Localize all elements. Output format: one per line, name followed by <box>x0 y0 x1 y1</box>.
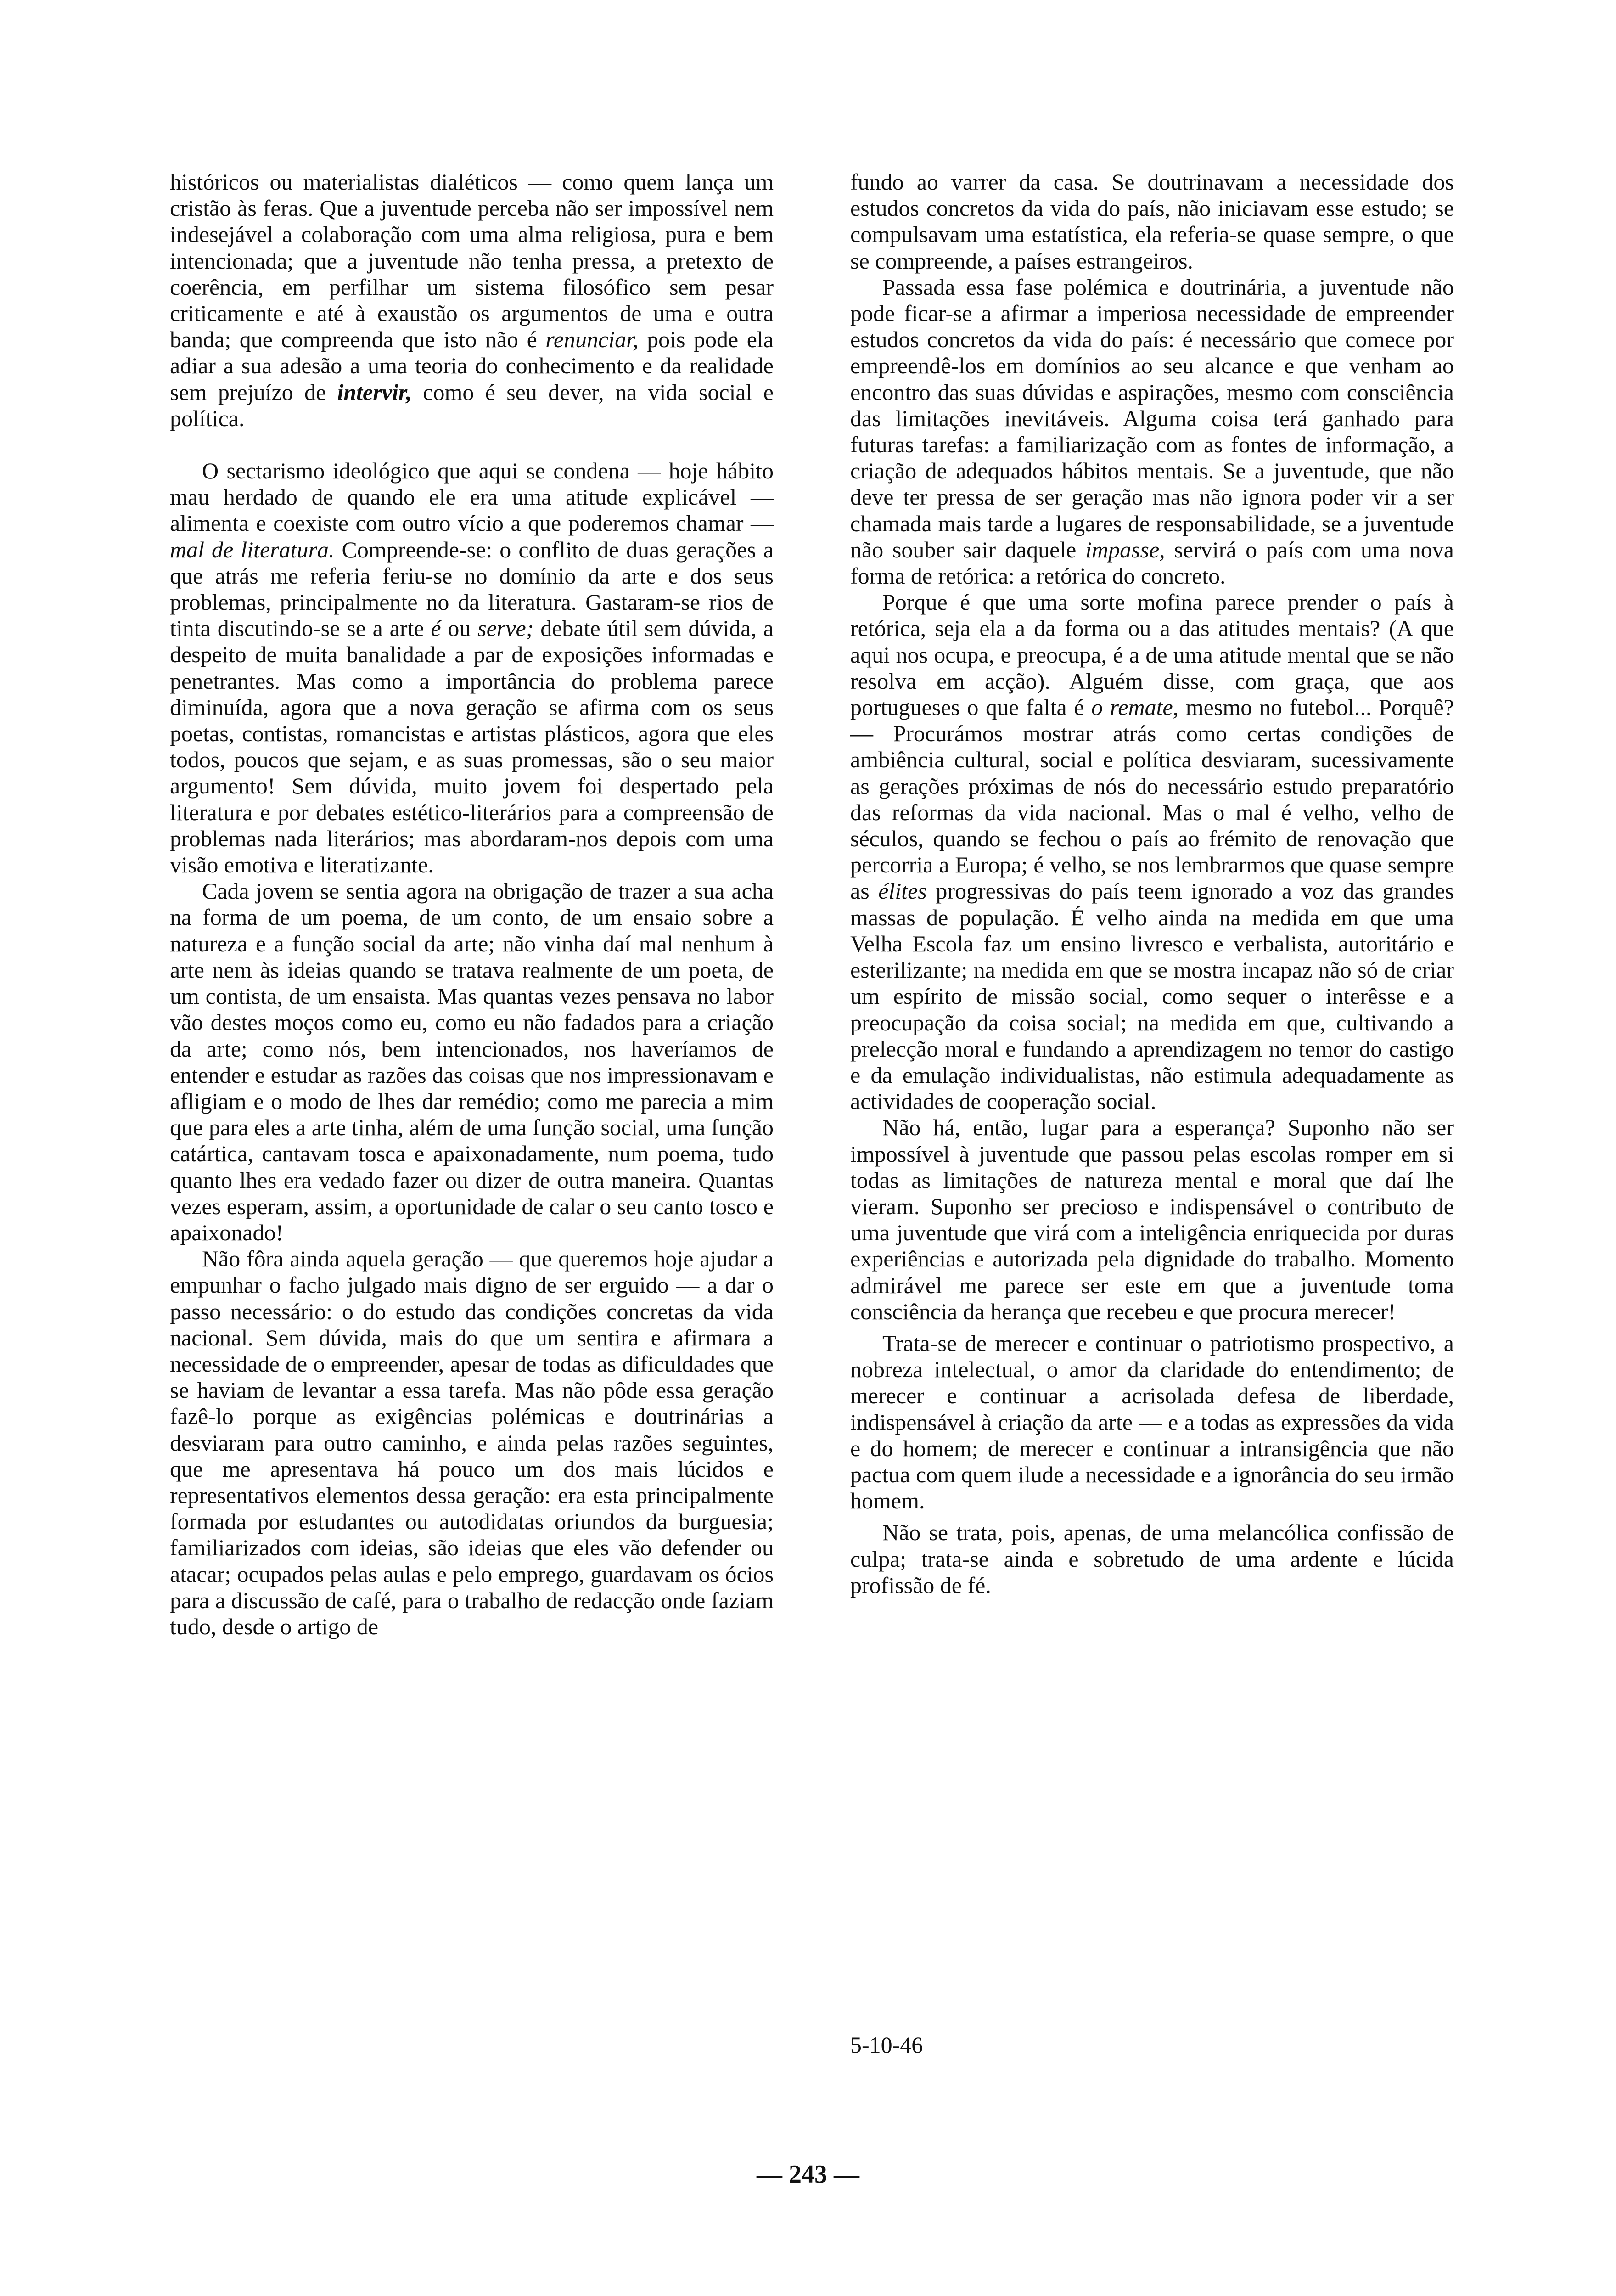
paragraph: Não há, então, lugar para a esperança? Suponho não ser impossível à juventude que passou pelas escolas romper em si todas as limitações de natureza mental e moral que daí lhe vieram. Suponho ser precioso e indispensável o contributo de uma juventude que virá com a inteligência enriquecida por duras experiências e autorizada pela dignidade do trabalho. Momento admirável me parece ser este em que a juventude toma consciência da herança que recebeu e que procura merecer! <box>850 1114 1454 1324</box>
paragraph: Não fôra ainda aquela geração — que queremos hoje ajudar a empunhar o facho julgado mais digno de ser erguido — a dar o passo necessário: o do estudo das condições concretas da vida nacional. Sem dúvida, mais do que um sentira e afirmara a necessidade de o empreender, apesar de todas as dificuldades que se haviam de levantar a essa tarefa. Mas não pôde essa geração fazê-lo porque as exigências polémicas e doutrinárias a desviaram para outro caminho, e ainda pelas razões seguintes, que me apresentava há pouco um dos mais lúcidos e representativos elementos dessa geração: era esta principalmente formada por estudantes ou autodidatas oriundos da burguesia; familiarizados com ideias, são ideias que eles vão defender ou atacar; ocupados pelas aulas e pelo emprego, guardavam os ócios para a discussão de café, para o trabalho de redacção onde faziam tudo, desde o artigo de <box>170 1246 774 1639</box>
paragraph: O sectarismo ideológico que aqui se condena — hoje hábito mau herdado de quando ele era uma atitude explicável — alimenta e coexiste com outro vício a que poderemos chamar — mal de literatura. Compreende-se: o conflito de duas gerações a que atrás me referia feriu-se no domínio da arte e dos seus problemas, principalmente no da literatura. Gastaram-se rios de tinta discutindo-se se a arte é ou serve; debate útil sem dúvida, a despeito de muita banalidade a par de exposições informadas e penetrantes. Mas como a importância do problema parece diminuída, agora que a nova geração se afirma com os seus poetas, contistas, romancistas e artistas plásticos, agora que eles todos, poucos que sejam, e as suas promessas, são o seu maior argumento! Sem dúvida, muito jovem foi despertado pela literatura e por debates estético-literários para a compreensão de problemas nada literários; mas abordaram-nos depois com uma visão emotiva e literatizante. <box>170 458 774 878</box>
paragraph: Trata-se de merecer e continuar o patriotismo prospectivo, a nobreza intelectual, o amor da claridade do entendimento; de merecer e continuar a acrisolada defesa de liberdade, indispensável à criação da arte — e a todas as expressões da vida e do homem; de merecer e continuar a intransigência que não pactua com quem ilude a necessidade e a ignorância do seu irmão homem. <box>850 1330 1454 1514</box>
paragraph: Cada jovem se sentia agora na obrigação de trazer a sua acha na forma de um poema, de um conto, de um ensaio sobre a natureza e a função social da arte; não vinha daí mal nenhum à arte nem às ideias quando se tratava realmente de um poeta, de um contista, de um ensaista. Mas quantas vezes pensava no labor vão destes moços como eu, como eu não fadados para a criação da arte; como nós, bem intencionados, nos haveríamos de entender e estudar as razões das coisas que nos impressionavam e afligiam e o modo de lhes dar remédio; como me parecia a mim que para eles a arte tinha, além de uma função social, uma função catártica, cantavam tosca e apaixonadamente, num poema, tudo quanto lhes era vedado fazer ou dizer de outra maneira. Quantas vezes esperam, assim, a oportunidade de calar o seu canto tosco e apaixonado! <box>170 878 774 1245</box>
page-number: — 243 — <box>757 2160 859 2189</box>
paragraph: históricos ou materialistas dialéticos — como quem lança um cristão às feras. Que a juventude perceba não ser impossível nem indesejável a colaboração com uma alma religiosa, pura e bem intencionada; que a juventude não tenha pressa, a pretexto de coerência, em perfilhar um sistema filosófico sem pesar criticamente e até à exaustão os argumentos de uma e outra banda; que compreenda que isto não é renunciar, pois pode ela adiar a sua adesão a uma teoria do conhecimento e da realidade sem prejuízo de intervir, como é seu dever, na vida social e política. <box>170 169 774 431</box>
emphasis: renunciar, <box>545 326 639 353</box>
emphasis: é <box>431 615 441 642</box>
paragraph: Não se trata, pois, apenas, de uma melancólica confissão de culpa; trata-se ainda e sobretudo de uma ardente e lúcida profissão de fé. <box>850 1519 1454 1598</box>
paragraph: Passada essa fase polémica e doutrinária, a juventude não pode ficar-se a afirmar a imperiosa necessidade de empreender estudos concretos da vida do país: é necessário que comece por empreendê-los em domínios ao seu alcance e que venham ao encontro das suas dúvidas e aspirações, mesmo com consciência das limitações inevitáveis. Alguma coisa terá ganhado para futuras tarefas: a familiarização com as fontes de informação, a criação de adequados hábitos mentais. Se a juventude, que não deve ter pressa de ser geração mas não ignora poder vir a ser chamada mais tarde a lugares de responsabilidade, se a juventude não souber sair daquele impasse, servirá o país com uma nova forma de retórica: a retórica do concreto. <box>850 274 1454 589</box>
right-column <box>850 169 1454 1598</box>
paragraph: Porque é que uma sorte mofina parece prender o país à retórica, seja ela a da forma ou a das atitudes mentais? (A que aqui nos ocupa, e preocupa, é a de uma atitude mental que se não resolva em acção). Alguém disse, com graça, que aos portugueses o que falta é o remate, mesmo no futebol... Porquê? — Procurámos mostrar atrás como certas condições de ambiência cultural, social e política desviaram, sucessivamente as gerações próximas de nós do necessário estudo preparatório das reformas da vida nacional. Mas o mal é velho, velho de séculos, quando se fechou o país ao frémito de renovação que percorria a Europa; é velho, se nos lembrarmos que quase sempre as élites progressivas do país teem ignorado a voz das grandes massas de população. É velho ainda na medida em que uma Velha Escola faz um ensino livresco e verbalista, autoritário e esterilizante; na medida em que se mostra incapaz não só de criar um espírito de missão social, como sequer o interêsse e a preocupação da coisa social; na medida em que, cultivando a prelecção moral e fundando a aprendizagem no temor do castigo e da emulação individualistas, não estimula adequadamente as actividades de cooperação social. <box>850 589 1454 1114</box>
emphasis: impasse, <box>1085 536 1165 563</box>
paragraph: fundo ao varrer da casa. Se doutrinavam a necessidade dos estudos concretos da vida do país, não iniciavam esse estudo; se compulsavam uma estatística, ela referia-se quase sempre, o que se compreende, a países estrangeiros. <box>850 169 1454 274</box>
left-column <box>170 169 774 1640</box>
emphasis: élites <box>878 878 927 904</box>
emphasis: mal de literatura. <box>170 536 335 563</box>
date-line: 5-10-46 <box>850 2032 923 2058</box>
emphasis: serve; <box>477 615 534 642</box>
emphasis: intervir, <box>337 379 412 405</box>
emphasis: o remate, <box>1091 694 1179 720</box>
